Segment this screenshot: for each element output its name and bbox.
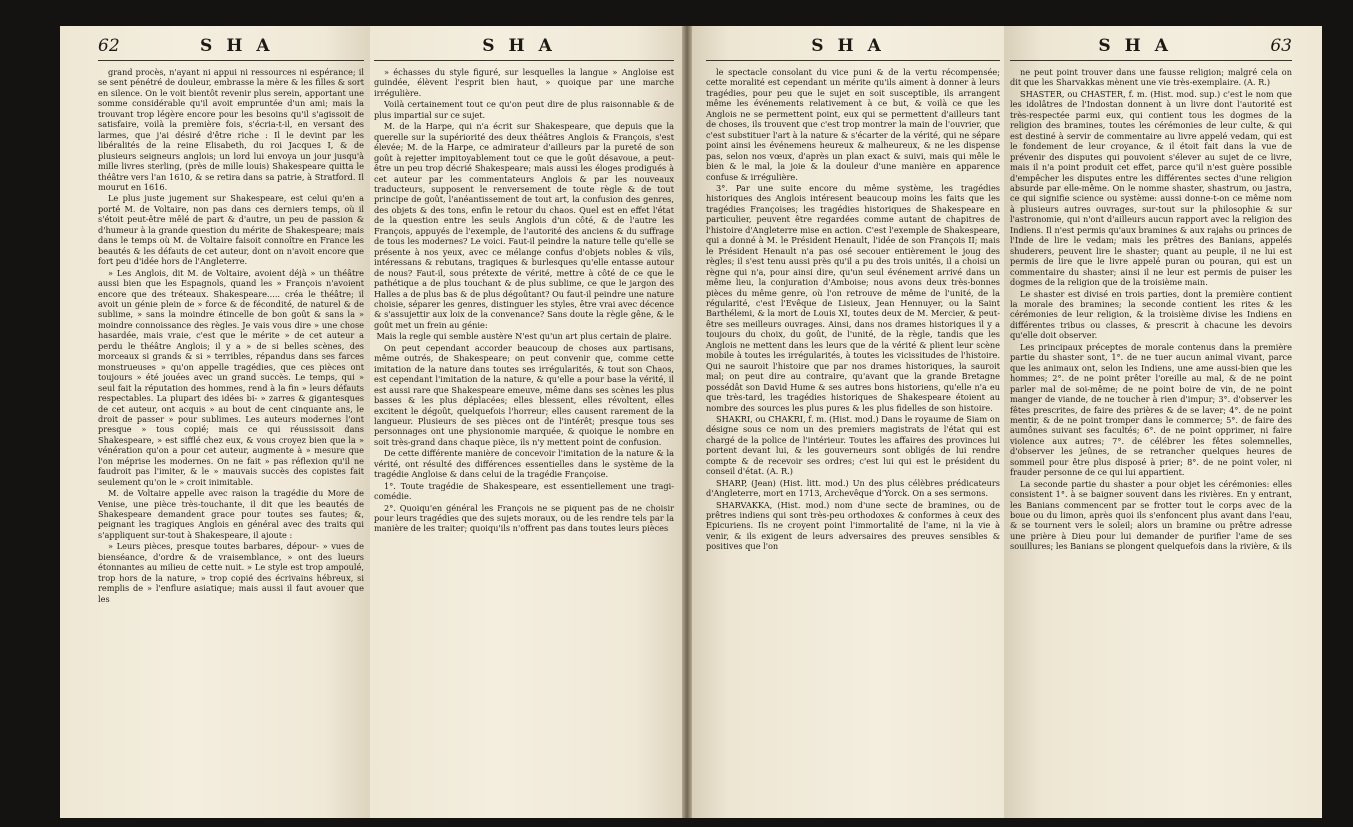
head-word: SHA [200, 36, 284, 56]
running-head [98, 36, 364, 61]
book-gutter [682, 26, 692, 818]
paragraph: » échasses du style figuré, sur lesquelles la langue » Angloise est guindée, élèvent l'esprit bien haut, » quoique par une marche irrégulière. [374, 67, 674, 98]
paragraph: Le shaster est divisé en trois parties, dont la première contient la morale des bramines; la seconde contient les rites & les cérémonies de leur religion, & la troisième divise les Indiens en différentes tribus ou classes, & prescrit à chacune les devoirs qu'elle doit observer. [1010, 288, 1292, 341]
page-number: 62 [98, 36, 120, 56]
open-book [60, 26, 1322, 818]
entry-shakri: SHAKRI, ou CHAKRI, f. m. (Hist. mod.) Dans le royaume de Siam on désigne sous ce nom un des premiers magistrats de l'état qui est chargé de la police de l'intérieur. Toutes les affaires des provinces lui portent devant lui, & les gouverneurs sont obligés de lui rendre compte & de recevoir ses ordres; c'est lui qui est le président du conseil d'état. (A. R.) [706, 413, 1000, 477]
entry-sharp: SHARP, (Jean) (Hist. litt. mod.) Un des plus célèbres prédicateurs d'Angleterre, mort en 1713, Archevêque d'Yorck. On a ses sermons. [706, 477, 1000, 499]
page-right-inner [692, 26, 1004, 818]
text-column [706, 67, 1000, 552]
paragraph: La seconde partie du shaster a pour objet les cérémonies: elles consistent 1°. à se baigner souvent dans les rivières. En y entrant, les Banians commencent par se frotter tout le corps avec de la boue ou du limon, après quoi ils s'enfoncent plus avant dans l'eau, & se tournent vers le soleil; alors un bramine ou prêtre adresse une prière à Dieu pour lui demander de purifier l'ame de ses souillures; les Banians se plongent quelquefois dans la rivière, & ils [1010, 478, 1292, 552]
running-head [706, 36, 1000, 61]
text-column [98, 67, 364, 604]
paragraph: » Les Anglois, dit M. de Voltaire, avoient déjà » un théâtre aussi bien que les Espagnols, quand les » François n'avoient encore que des tréteaux. Shakespeare..... créa le théâtre; il avoit un génie plein de » force & de fécondité, de naturel & de sublime, » sans la moindre étincelle de bon goût & sans la » moindre connoissance des règles. Je vais vous dire » une chose hasardée, mais vraie, c'est que le mérite » de cet auteur a perdu le théâtre Anglois; il y a » de si belles scènes, des morceaux si grands & si » terribles, répandus dans ses farces monstrueuses » qu'on appelle tragédies, que ces pièces ont toujours » été jouées avec un grand succès. Le temps, qui » seul fait la réputation des hommes, rend à la fin » leurs défauts respectables. La plupart des idées bi- » zarres & gigantesques de cet auteur, ont acquis » au bout de cent cinquante ans, le droit de passer » pour sublimes. Les auteurs modernes l'ont presque » tous copié; mais ce qui réussissoit dans Shakespeare, » est sifflé chez eux, & vous croyez bien que la » vénération qu'on a pour cet auteur, augmente à » mesure que l'on méprise les modernes. On ne fait » pas réflexion qu'il ne faudroit pas l'imiter, & le » mauvais succès des copistes fait seulement qu'on le » croit inimitable. [98, 267, 364, 487]
paragraph: ne peut point trouver dans une fausse religion; malgré cela on dit que les Sharvakkas mènent une vie très-exemplaire. (A. R.) [1010, 67, 1292, 88]
text-column [374, 67, 674, 534]
paragraph: On peut cependant accorder beaucoup de choses aux partisans, même outrés, de Shakespeare; on peut convenir que, comme cette imitation de la nature dans toutes ses irrégularités, & tout son Chaos, est cependant l'imitation de la nature, & qu'elle a pour base la vérité, il est aussi rare que Shakespeare emeuve, même dans ses scènes les plus basses & les plus déplacées; elles blessent, elles révoltent, elles excitent le dégoût, quelquefois l'horreur; elles causent rarement de la langueur. Plusieurs de ses pièces ont de l'intérêt; presque tous ses personnages ont une physionomie marquée, & quoique le nombre en soit très-grand dans chaque pièce, ils n'y mettent point de confusion. [374, 342, 674, 447]
paragraph: Le plus juste jugement sur Shakespeare, est celui qu'en a porté M. de Voltaire, non pas dans ces derniers temps, où il s'étoit peut-être mêlé de part & d'autre, un peu de passion & d'humeur à la grande question du mérite de Shakespeare; mais dans le temps où M. de Voltaire faisoit connoître en France les beautés & les défauts de cet auteur, dont on n'avoit encore que fort peu d'idée hors de l'Angleterre. [98, 193, 364, 267]
paragraph: Les principaux préceptes de morale contenus dans la première partie du shaster sont, 1°. de ne tuer aucun animal vivant, parce que les animaux ont, selon les Indiens, une ame aussi-bien que les hommes; 2°. de ne point prêter l'oreille au mal, & de ne point parler mal de soi-même; de ne point boire de vin, de ne point manger de viande, de ne toucher à rien d'impur; 3°. d'observer les fêtes prescrites, de faire des prières & de se laver; 4°. de ne point mentir, & de ne point tromper dans le commerce; 5°. de faire des aumônes suivant ses facultés; 6°. de ne point opprimer, ni faire violence aux autres; 7°. de célébrer les fêtes solemnelles, d'observer les jeûnes, de se retrancher quelques heures de sommeil pour être plus disposé à prier; 8°. de ne point voler, ni frauder personne de ce qui lui appartient. [1010, 341, 1292, 478]
page-left-inner [370, 26, 682, 818]
head-word: SHA [482, 36, 566, 56]
paragraph: 1°. Toute tragédie de Shakespeare, est essentiellement une tragi-comédie. [374, 480, 674, 502]
paragraph: M. de Voltaire appelle avec raison la tragédie du More de Venise, une pièce très-touchante, il dit que les beautés de Shakespeare demandent grace pour toutes ses fautes; &, peignant les tragiques Anglois en général avec des traits qui s'appliquent sur-tout à Shakespeare, il ajoute : [98, 488, 364, 540]
verse-quote: Mais la regle qui semble austère N'est qu'un art plus certain de plaire. [376, 331, 672, 342]
head-word: SHA [811, 36, 895, 56]
page-left-outer [60, 26, 370, 818]
page-number: 63 [1270, 36, 1292, 56]
running-head [374, 36, 674, 61]
running-head [1010, 36, 1292, 61]
text-column [1010, 67, 1292, 552]
paragraph: le spectacle consolant du vice puni & de la vertu récompensée; cette moralité est cependant un mérite qu'ils aiment à donner à leurs tragédies, pour peu que le sujet en soit susceptible, ils arrangent même les événements relativement à ce but, & voilà ce que les Anglois ne se permettent point, eux qui se permettent d'ailleurs tant de choses, ils trouvent que c'est trop montrer la main de l'ouvrier, que c'est substituer l'art à la nature & s'écarter de la vérité, qui ne sépare point ainsi les événemens heureux & malheureux, & ne les dispense pas, selon nos vœux, d'après un plan exact & suivi, mais qui mêle le bien & le mal, la joie & la douleur d'une manière en apparence confuse & irrégulière. [706, 67, 1000, 182]
paragraph: » Leurs pièces, presque toutes barbares, dépour- » vues de bienséance, d'ordre & de vraisemblance, » ont des lueurs étonnantes au milieu de cette nuit. » Le style est trop ampoulé, trop hors de la nature, » trop copié des écrivains hébreux, si remplis de » l'enflure asiatique; mais aussi il faut avouer que les [98, 541, 364, 604]
paragraph: Voilà certainement tout ce qu'on peut dire de plus raisonnable & de plus impartial sur ce sujet. [374, 99, 674, 120]
head-word: SHA [1098, 36, 1182, 56]
page-right-outer [1004, 26, 1322, 818]
entry-shaster: SHASTER, ou CHASTER, f. m. (Hist. mod. sup.) c'est le nom que les idolâtres de l'Indostan donnent à un livre dont l'autorité est très-respectée parmi eux, qui contient tous les dogmes de la religion des bramines, toutes les cérémonies de leur culte, & qui est destiné à servir de commentaire au livre appelé vedam, qui est le fondement de leur croyance, & il étoit fait dans la vue de prévenir des disputes qui pouvoient s'élever au sujet de ce livre, mais il n'a point produit cet effet, parce qu'il n'est guère possible d'empêcher les disputes entre les différentes sectes d'une religion absurde par elle-même. On le nomme shaster, shastrum, ou jastra, ce qui signifie science ou système: aussi donne-t-on ce même nom à plusieurs autres ouvrages, sur-tout sur la philosophie & sur l'astronomie, qui n'ont d'ailleurs aucun rapport avec la religion des Indiens. Il n'est permis qu'aux bramines & aux rajahs ou princes de l'Inde de lire le vedam; mais les prêtres des Banians, appelés shuderers, peuvent lire le shaster; quant au peuple, il ne lui est permis de lire que le livre appelé puran ou pouran, qui est un commentaire du shaster; ainsi il ne leur est permis de puiser les dogmes de la religion que de la troisième main. [1010, 88, 1292, 288]
paragraph: 2°. Quoiqu'en général les François ne se piquent pas de ne choisir pour leurs tragédies que des sujets moraux, ou de les rendre tels par la manière de les traiter; quoiqu'ils n'offrent pas dans toutes leurs pièces [374, 502, 674, 534]
paragraph: M. de la Harpe, qui n'a écrit sur Shakespeare, que depuis que la querelle sur la supériorité des deux théâtres Anglois & François, s'est élevée; M. de la Harpe, ce admirateur d'ailleurs par la pureté de son goût à rejetter impitoyablement tout ce que le goût désavoue, a peut-être un peu trop décrié Shakespeare; mais aussi les éloges prodigués à cet auteur par les commentateurs Anglois & par les nouveaux traducteurs, supposent le renversement de toute règle & de tout principe de goût, l'anéantissement de tout art, la confusion des genres, des objets & des tons, enfin le retour du chaos. Quel est en effet l'état de la question entre les seuls Anglois d'un côté, & de l'autre les François, appuyés de l'exemple, de l'autorité des anciens & du suffrage de tous les modernes? Le voici. Faut-il peindre la nature telle qu'elle se présente à nos yeux, avec ce mélange confus d'objets nobles & vils, intéressans & rebutans, tragiques & burlesques qu'elle entasse autour de nous? Faut-il, sous prétexte de vérité, mettre à côté de ce que le pathétique a de plus touchant & de plus sublime, ce que le jargon des Halles a de plus bas & de plus dégoûtant? Ou faut-il peindre une nature choisie, séparer les genres, distinguer les styles, être vrai avec décence & s'assujettir aux loix de la convenance? Sans doute la règle gêne, & le goût met un frein au génie: [374, 121, 674, 330]
paragraph: De cette différente manière de concevoir l'imitation de la nature & la vérité, ont résulté des différences essentielles dans le système de la tragédie Angloise & dans celui de la tragédie Françoise. [374, 448, 674, 480]
entry-sharvakka: SHARVAKKA, (Hist. mod.) nom d'une secte de bramines, ou de prêtres indiens qui sont très-peu orthodoxes & conformes à ceux des Epicuriens. Ils ne croyent point l'immortalité de l'ame, ni la vie à venir, & ils exigent de leurs adversaires des preuves sensibles & positives que l'on [706, 499, 1000, 552]
paragraph: grand procès, n'ayant ni appui ni ressources ni espérance; il se sent pénétré de douleur, embrasse la mère & les filles & sort en silence. On le voit bientôt revenir plus serein, apportant une somme considérable qu'il avoit empruntée d'un ami; mais la trouvant trop légère encore pour les besoins qu'il s'agissoit de satisfaire, voilà la première fois, s'écria-t-il, en versant des larmes, que j'ai désiré d'être riche : Il le devint par les libéralités de la reine Elisabeth, du roi Jacques I, & de plusieurs seigneurs anglois; un lord lui envoya un jour jusqu'à mille livres sterling, (près de mille louis) Shakespeare quitta le théâtre vers l'an 1610, & se retira dans sa patrie, à Stratford. Il mourut en 1616. [98, 67, 364, 192]
paragraph: 3°. Par une suite encore du même système, les tragédies historiques des Anglois intéresent beaucoup moins les faits que les tragédies Françoises; les tragédies historiques de Shakespeare en particulier, peuvent être regardées comme autant de chapitres de l'histoire d'Angleterre mise en action. C'est l'exemple de Shakespeare, qui a donné à M. le Président Henault, l'idée de son François II; mais le Président Henault n'a pas osé secouer entièrement le joug des règles; il s'est tenu aussi près qu'il a pu des trois unités, il a choisi un règne qui n'a, pour ainsi dire, qu'un seul événement arrivé dans un même lieu, la conjuration d'Amboise; nous avons deux très-bonnes pièces du même genre, où l'on retrouve de même de l'unité, de la régularité, c'est l'Evêque de Lisieux, Jean Hennuyer, ou la Saint Barthélemi, & la mort de Louis XI, toutes deux de M. Mercier, & peut-être ses meilleurs ouvrages. Ainsi, dans nos drames historiques il y a toujours du choix, du goût, de l'unité, de la règle, tandis que les Anglois ne mettent dans les leurs que de la vérité & plient leur scène mobile à toutes les irrégularités, à toutes les vicissitudes de l'histoire. Qui ne sauroit l'histoire que par nos drames historiques, la sauroit mal; on peut dire au contraire, qu'avant que la grande Bretagne possédât son David Hume & ses autres bons historiens, qu'elle n'a eu que très-tard, les tragédies historiques de Shakespeare étoient au nombre des sources les plus pures & les plus fidelles de son histoire. [706, 182, 1000, 413]
